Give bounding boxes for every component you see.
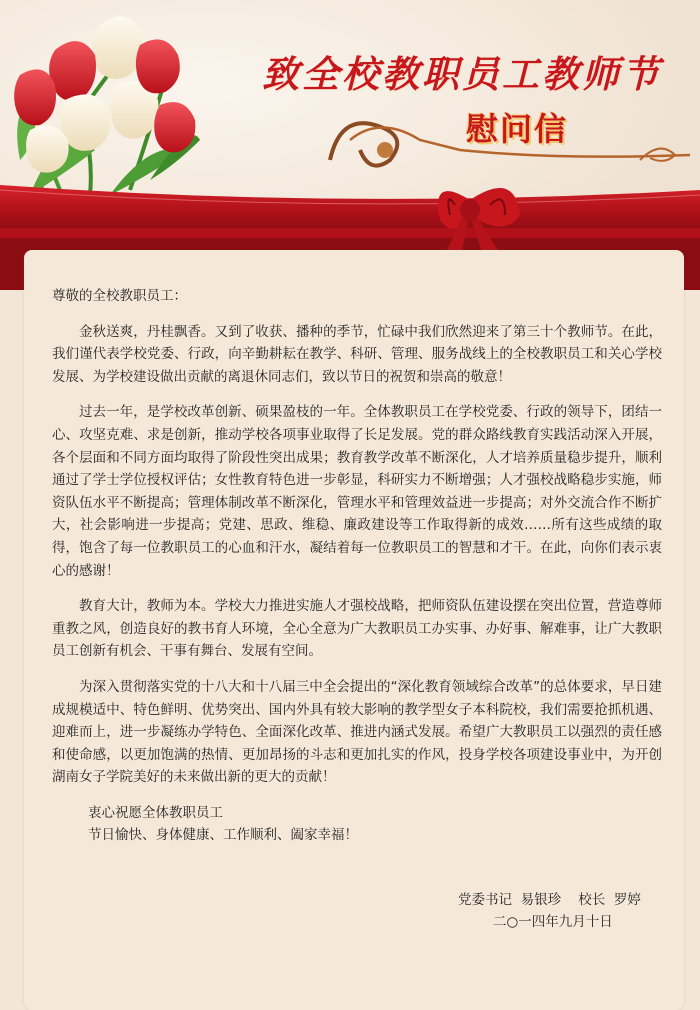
paragraph: 金秋送爽，丹桂飘香。又到了收获、播种的季节，忙碌中我们欣然迎来了第三十个教师节。在此，我们谨代表学校党委、行政，向辛勤耕耘在教学、科研、管理、服务战线上的全校教职员工和关心学校发展、为学校建设做出贡献的离退休同志们，致以节日的祝贺和崇高的敬意！ [52, 323, 662, 385]
letter-date: 二○一四年九月十日 [493, 914, 613, 930]
page-subtitle: 慰问信 [466, 110, 569, 148]
letter-body [52, 285, 662, 847]
closing-line: 节日愉快、身体健康、工作顺利、阖家幸福！ [88, 827, 358, 844]
closing-line: 衷心祝愿全体教职员工 [88, 804, 223, 821]
header-banner [0, 0, 700, 290]
signature: 党委书记 易银珍 校长 罗婷 [458, 892, 641, 908]
page-title: 致全校教职员工教师节 [262, 52, 662, 96]
paragraph: 为深入贯彻落实党的十八大和十八届三中全会提出的“深化教育领域综合改革”的总体要求，早日建成规模适中、特色鲜明、优势突出、国内外具有较大影响的教学型女子本科院校，我们需要抢抓机遇、迎难而上，进一步凝练办学特色、全面深化改革、推进内涵式发展。希望广大教职员工以强烈的责任感和使命感，以更加饱满的热情、更加昂扬的斗志和更加扎实的作风，投身学校各项建设事业中，为开创湖南女子学院美好的未来做出新的更大的贡献！ [52, 678, 662, 786]
paragraph: 教育大计，教师为本。学校大力推进实施人才强校战略，把师资队伍建设摆在突出位置，营造尊师重教之风，创造良好的教书育人环境，全心全意为广大教职员工办实事、办好事、解难事，让广大教职员工创新有机会、干事有舞台、发展有空间。 [52, 598, 662, 660]
salutation: 尊敬的全校教职员工： [52, 288, 187, 304]
paragraph: 过去一年，是学校改革创新、硕果盈枝的一年。全体教职员工在学校党委、行政的领导下，团结一心、攻坚克难、求是创新，推动学校各项事业取得了长足发展。党的群众路线教育实践活动深入开展，各个层面和不同方面均取得了阶段性突出成果；教育教学改革不断深化，人才培养质量稳步提升，顺利通过了学士学位授权评估；女性教育特色进一步彰显，科研实力不断增强；人才强校战略稳步实施，师资队伍水平不断提高；管理体制改革不断深化，管理水平和管理效益进一步提高；对外交流合作不断扩大，社会影响进一步提高；党建、思政、维稳、廉政建设等工作取得新的成效……所有这些成绩的取得，饱含了每一位教职员工的心血和汗水，凝结着每一位教职员工的智慧和才干。在此，向你们表示衷心的感谢！ [52, 404, 662, 579]
